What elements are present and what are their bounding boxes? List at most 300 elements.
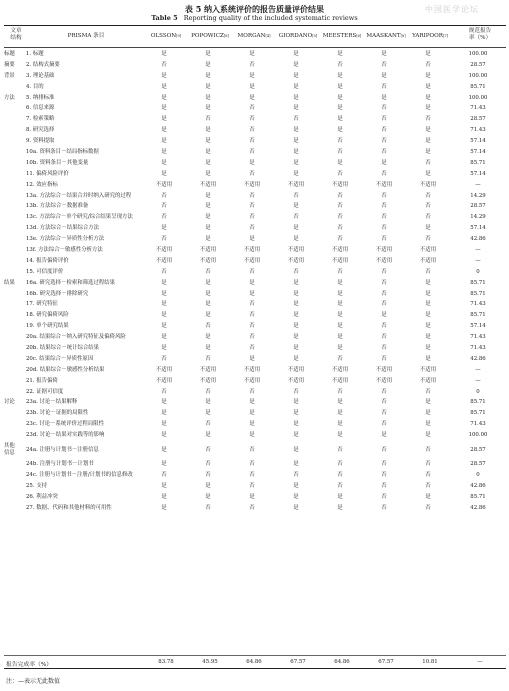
cell-value: 否: [249, 482, 255, 489]
cell-rate: 42.86: [470, 355, 486, 362]
cell-value: 不适用: [287, 377, 305, 384]
cell-value: 是: [205, 399, 211, 406]
cell-value: 是: [161, 482, 167, 489]
prisma-item: 13d. 方法综合－结果综合方法: [26, 225, 100, 232]
header-rate: 规范报告 率（%）: [468, 28, 492, 41]
cell-value: 否: [161, 214, 167, 221]
cell-value: 否: [249, 312, 255, 319]
cell-value: 不适用: [243, 257, 261, 264]
cell-rate: —: [475, 181, 481, 188]
cell-value: 是: [161, 410, 167, 417]
cell-value: 否: [161, 471, 167, 478]
prisma-item: 13b. 方法综合－数据准备: [26, 203, 89, 210]
cell-value: 不适用: [243, 246, 261, 253]
header-study-6: [364, 33, 408, 40]
cell-value: 是: [205, 61, 211, 68]
cell-value: 是: [249, 432, 255, 439]
header-rule: [4, 47, 506, 48]
prisma-item: 11. 偏倚风险评价: [26, 170, 69, 177]
cell-value: 是: [161, 116, 167, 123]
cell-value: 是: [205, 410, 211, 417]
cell-rate: 85.71: [470, 159, 486, 166]
study-name: MORGAN: [237, 33, 266, 39]
study-ref: [8]: [223, 34, 229, 38]
cell-value: 否: [381, 268, 387, 275]
cell-value: 是: [205, 138, 211, 145]
top-rule: [4, 25, 506, 26]
cell-value: 是: [293, 105, 299, 112]
cell-value: 是: [161, 504, 167, 511]
cell-value: 是: [381, 432, 387, 439]
section-label: [4, 158, 26, 169]
table-row: [4, 365, 506, 376]
cell-value: 是: [161, 334, 167, 341]
cell-value: 是: [161, 138, 167, 145]
cell-value: 是: [161, 279, 167, 286]
table-row: [4, 354, 506, 365]
cell-value: 否: [249, 170, 255, 177]
cell-rate: 28.57: [470, 446, 486, 453]
cell-value: 是: [161, 461, 167, 467]
cell-value: 是: [249, 72, 255, 79]
cell-value: 是: [381, 159, 387, 166]
cell-value: 不适用: [375, 257, 393, 264]
cell-rate: 0: [476, 471, 480, 478]
cell-value: 是: [249, 290, 255, 297]
cell-value: 否: [425, 236, 431, 243]
cell-value: 是: [337, 432, 343, 439]
cell-value: 否: [381, 421, 387, 428]
cell-value: 否: [293, 214, 299, 221]
header-study-3: [232, 33, 276, 40]
cell-value: 是: [293, 203, 299, 210]
cell-rate: 100.00: [468, 50, 488, 57]
cell-value: 否: [205, 471, 211, 478]
table-row: [4, 299, 506, 310]
cell-value: 不适用: [331, 246, 349, 253]
cell-value: 否: [425, 214, 431, 221]
bottom-rule: [4, 668, 506, 669]
cell-value: 是: [425, 83, 431, 90]
table-row: [4, 103, 506, 114]
cell-value: 是: [161, 159, 167, 166]
table-row: [4, 376, 506, 387]
cell-value: 不适用: [155, 246, 173, 253]
cell-value: 否: [425, 116, 431, 123]
study-ref: [6]: [356, 34, 362, 38]
completion-rate-label: 报告完成率（%）: [6, 662, 53, 668]
cell-value: 是: [161, 148, 167, 155]
cell-value: 是: [425, 290, 431, 297]
cell-value: 不适用: [419, 181, 437, 188]
cell-value: 是: [425, 421, 431, 428]
table-row: [4, 398, 506, 409]
cell-value: 否: [381, 323, 387, 330]
prisma-item: 7. 检索策略: [26, 116, 55, 123]
completion-rate-value: 45.95: [202, 659, 218, 665]
cell-value: 是: [293, 50, 299, 57]
section-label: [4, 481, 26, 492]
header-structure: 文章 结构: [10, 28, 22, 41]
cell-value: 否: [381, 410, 387, 417]
cell-value: 不适用: [419, 257, 437, 264]
section-label: [4, 136, 26, 147]
cell-value: 不适用: [375, 377, 393, 384]
cell-value: 是: [293, 83, 299, 90]
cell-value: 是: [249, 236, 255, 243]
cell-value: 否: [337, 203, 343, 210]
cell-value: 是: [381, 312, 387, 319]
cell-rate: 85.71: [470, 493, 486, 500]
cell-value: 是: [425, 493, 431, 500]
cell-value: 否: [425, 504, 431, 511]
cell-rate: 57.14: [470, 148, 486, 155]
section-label: [4, 387, 26, 398]
cell-value: 是: [161, 421, 167, 428]
cell-value: 是: [293, 446, 299, 453]
cell-value: 否: [249, 268, 255, 275]
cell-value: 是: [337, 116, 343, 123]
section-label: [4, 245, 26, 256]
cell-value: 是: [249, 159, 255, 166]
table-row: [4, 310, 506, 321]
table-row: [4, 212, 506, 223]
cell-value: 是: [425, 72, 431, 79]
cell-value: 不适用: [155, 181, 173, 188]
table-row: [4, 82, 506, 93]
cell-value: 否: [337, 355, 343, 362]
cell-value: 是: [293, 301, 299, 308]
section-label: 结果: [4, 279, 15, 286]
cell-value: 是: [293, 344, 299, 351]
prisma-item: 8. 研究选择: [26, 127, 55, 134]
cell-value: 是: [337, 410, 343, 417]
table-row: [4, 441, 506, 459]
cell-value: 是: [205, 225, 211, 232]
cell-value: 不适用: [331, 181, 349, 188]
cell-value: 是: [161, 344, 167, 351]
cell-value: 是: [161, 225, 167, 232]
cell-value: 是: [293, 355, 299, 362]
cell-value: 否: [249, 116, 255, 123]
table-row: [4, 136, 506, 147]
cell-value: 是: [425, 312, 431, 319]
cell-value: 是: [337, 83, 343, 90]
cell-value: 是: [249, 279, 255, 286]
cell-value: 否: [381, 170, 387, 177]
cell-value: 否: [381, 388, 387, 395]
cell-value: 否: [205, 504, 211, 511]
cell-value: 否: [161, 388, 167, 395]
cell-value: 是: [205, 312, 211, 319]
cell-value: 是: [293, 148, 299, 155]
cell-value: 否: [205, 461, 211, 467]
table-row: [4, 503, 506, 514]
cell-value: 否: [337, 214, 343, 221]
cell-value: 是: [381, 50, 387, 57]
table-row: [4, 245, 506, 256]
cell-value: 否: [425, 461, 431, 467]
cell-rate: 42.86: [470, 236, 486, 243]
cell-value: 否: [337, 461, 343, 467]
cell-rate: 85.71: [470, 83, 486, 90]
cell-value: 是: [161, 105, 167, 112]
section-label: [4, 147, 26, 158]
cell-rate: 28.57: [470, 61, 486, 68]
cell-value: 是: [205, 72, 211, 79]
section-label: [4, 103, 26, 114]
cell-rate: 100.00: [468, 72, 488, 79]
cell-value: 是: [249, 94, 255, 101]
cell-rate: 71.43: [470, 334, 486, 341]
cell-value: 是: [205, 493, 211, 500]
cell-value: 否: [381, 290, 387, 297]
study-ref: [4]: [265, 34, 271, 38]
cell-value: 是: [425, 94, 431, 101]
cell-value: 是: [205, 148, 211, 155]
prisma-item: 23d. 讨论－结果对实践等的影响: [26, 432, 105, 439]
cell-value: 是: [337, 94, 343, 101]
prisma-item: 1. 标题: [26, 50, 44, 57]
cell-value: 否: [249, 334, 255, 341]
cell-value: 否: [425, 446, 431, 453]
cell-value: 否: [161, 355, 167, 362]
section-label: [4, 332, 26, 343]
cell-value: 是: [205, 170, 211, 177]
cell-value: 是: [337, 323, 343, 330]
cell-rate: —: [475, 257, 481, 264]
cell-value: 否: [337, 471, 343, 478]
prisma-item: 20d. 结果综合－敏感性分析结果: [26, 366, 105, 373]
cell-value: 不适用: [419, 246, 437, 253]
cell-value: 否: [381, 148, 387, 155]
cell-value: 是: [161, 493, 167, 500]
cell-value: 是: [205, 290, 211, 297]
cell-value: 不适用: [419, 366, 437, 373]
section-label: 背景: [4, 72, 15, 79]
table-row: [4, 289, 506, 300]
cell-value: 是: [425, 50, 431, 57]
cell-value: 是: [205, 344, 211, 351]
cell-value: 是: [293, 138, 299, 145]
cell-value: 否: [381, 461, 387, 467]
table-title-en: [0, 14, 509, 22]
cell-value: 是: [337, 127, 343, 134]
header-study-7: [408, 33, 452, 40]
cell-value: 不适用: [243, 181, 261, 188]
cell-rate: 14.29: [470, 192, 486, 199]
study-name: YARIPOOR: [412, 33, 443, 39]
prisma-item: 16b. 研究选择－排除研究: [26, 290, 89, 297]
cell-rate: —: [475, 377, 481, 384]
cell-value: 不适用: [287, 246, 305, 253]
cell-value: 是: [337, 301, 343, 308]
cell-value: 是: [425, 355, 431, 362]
cell-rate: —: [475, 246, 481, 253]
cell-value: 是: [161, 446, 167, 453]
cell-rate: 0: [476, 268, 480, 275]
cell-value: 否: [425, 268, 431, 275]
table-row: [4, 201, 506, 212]
cell-value: 是: [425, 225, 431, 232]
table-row: [4, 147, 506, 158]
cell-value: 不适用: [199, 366, 217, 373]
study-ref: [5]: [312, 34, 318, 38]
cell-value: 否: [425, 471, 431, 478]
prisma-item: 13c. 方法综合－单个研究/综合结果呈现方法: [26, 214, 133, 221]
section-label: [4, 343, 26, 354]
study-ref: [7]: [442, 34, 448, 38]
cell-value: 否: [249, 148, 255, 155]
cell-value: 否: [161, 203, 167, 210]
cell-value: 否: [381, 225, 387, 232]
watermark: 中国医学论坛: [425, 5, 479, 14]
prisma-item: 20b. 结果综合－统计综合结果: [26, 344, 100, 351]
cell-value: 否: [249, 192, 255, 199]
cell-value: 是: [293, 236, 299, 243]
cell-value: 否: [337, 268, 343, 275]
table-row: [4, 191, 506, 202]
section-label: 其他 信息: [4, 443, 15, 457]
cell-rate: 85.71: [470, 290, 486, 297]
cell-value: 不适用: [331, 257, 349, 264]
cell-value: 是: [293, 61, 299, 68]
cell-value: 否: [337, 192, 343, 199]
table-row: [4, 278, 506, 289]
section-label: [4, 234, 26, 245]
prisma-item: 14. 报告偏倚评价: [26, 257, 69, 264]
section-label: [4, 419, 26, 430]
cell-value: 是: [293, 482, 299, 489]
cell-value: 是: [293, 323, 299, 330]
section-label: [4, 470, 26, 481]
prisma-item: 20c. 结果综合－异质性原因: [26, 355, 94, 362]
cell-value: 是: [293, 127, 299, 134]
cell-rate: 85.71: [470, 399, 486, 406]
completion-rate-value: 67.57: [378, 659, 394, 665]
prisma-item: 13a. 方法综合－结果合并时纳入研究的过程: [26, 192, 132, 199]
table-row: [4, 49, 506, 60]
reporting-quality-table: [4, 49, 506, 514]
cell-value: 否: [381, 236, 387, 243]
section-label: [4, 299, 26, 310]
cell-value: 是: [337, 399, 343, 406]
cell-value: 否: [381, 61, 387, 68]
cell-value: 否: [381, 446, 387, 453]
cell-rate: 57.14: [470, 323, 486, 330]
section-label: [4, 459, 26, 470]
table-row: [4, 169, 506, 180]
cell-value: 是: [161, 94, 167, 101]
cell-value: 否: [249, 301, 255, 308]
study-ref: [9]: [176, 34, 182, 38]
section-label: [4, 212, 26, 223]
header-study-1: [144, 33, 188, 40]
cell-value: 是: [293, 421, 299, 428]
prisma-item: 12. 效应指标: [26, 181, 58, 188]
cell-value: 否: [337, 148, 343, 155]
cell-value: 是: [205, 432, 211, 439]
cell-value: 不适用: [155, 257, 173, 264]
study-name: OLSSON: [150, 33, 177, 39]
cell-value: 不适用: [199, 257, 217, 264]
cell-value: 是: [161, 290, 167, 297]
prisma-item: 24a. 注册与计划书－注册信息: [26, 446, 99, 453]
cell-value: 是: [337, 421, 343, 428]
cell-value: 否: [249, 461, 255, 467]
cell-rate: 28.57: [470, 461, 486, 467]
cell-value: 不适用: [331, 366, 349, 373]
cell-value: 是: [249, 421, 255, 428]
cell-value: 不适用: [155, 366, 173, 373]
cell-value: 是: [381, 72, 387, 79]
cell-value: 否: [293, 192, 299, 199]
cell-value: 否: [205, 446, 211, 453]
cell-value: 否: [381, 203, 387, 210]
completion-rate-value: 83.78: [158, 659, 174, 665]
cell-value: 是: [161, 399, 167, 406]
cell-value: 否: [425, 203, 431, 210]
prisma-item: 24b. 注册与计划书－计划书: [26, 461, 94, 467]
cell-value: 否: [425, 61, 431, 68]
cell-value: 是: [205, 83, 211, 90]
table-row: [4, 180, 506, 191]
cell-value: 是: [425, 105, 431, 112]
prisma-item: 10b. 资料条目－其他变量: [26, 159, 89, 166]
section-label: [4, 82, 26, 93]
footer-rule: [4, 655, 506, 656]
cell-value: 否: [337, 482, 343, 489]
cell-value: 否: [161, 192, 167, 199]
table-row: [4, 158, 506, 169]
cell-value: 是: [337, 279, 343, 286]
cell-rate: 85.71: [470, 312, 486, 319]
cell-value: 否: [161, 236, 167, 243]
study-name: MEESTERS: [322, 33, 357, 39]
cell-value: 是: [161, 432, 167, 439]
section-label: [4, 310, 26, 321]
cell-value: 否: [337, 388, 343, 395]
cell-value: 是: [249, 83, 255, 90]
table-row: [4, 223, 506, 234]
cell-rate: 42.86: [470, 482, 486, 489]
cell-value: 是: [293, 170, 299, 177]
cell-value: 是: [161, 170, 167, 177]
cell-value: 是: [293, 504, 299, 511]
table-note: 注：—表示无此数值: [6, 678, 61, 685]
prisma-item: 5. 纳排标准: [26, 94, 55, 101]
section-label: [4, 321, 26, 332]
section-label: [4, 169, 26, 180]
prisma-item: 6. 信息来源: [26, 105, 55, 112]
cell-value: 是: [337, 334, 343, 341]
cell-rate: 85.71: [470, 279, 486, 286]
table-row: [4, 419, 506, 430]
header-study-5: [320, 33, 364, 40]
cell-value: 是: [425, 410, 431, 417]
cell-value: 否: [205, 268, 211, 275]
completion-rate-value: 67.57: [290, 659, 306, 665]
cell-value: 是: [425, 170, 431, 177]
cell-value: 否: [381, 355, 387, 362]
cell-value: 是: [249, 493, 255, 500]
cell-value: 是: [337, 72, 343, 79]
cell-value: 是: [425, 399, 431, 406]
prisma-item: 2. 结构式摘要: [26, 61, 60, 68]
cell-value: 否: [249, 203, 255, 210]
cell-value: 否: [381, 214, 387, 221]
cell-value: 否: [381, 482, 387, 489]
